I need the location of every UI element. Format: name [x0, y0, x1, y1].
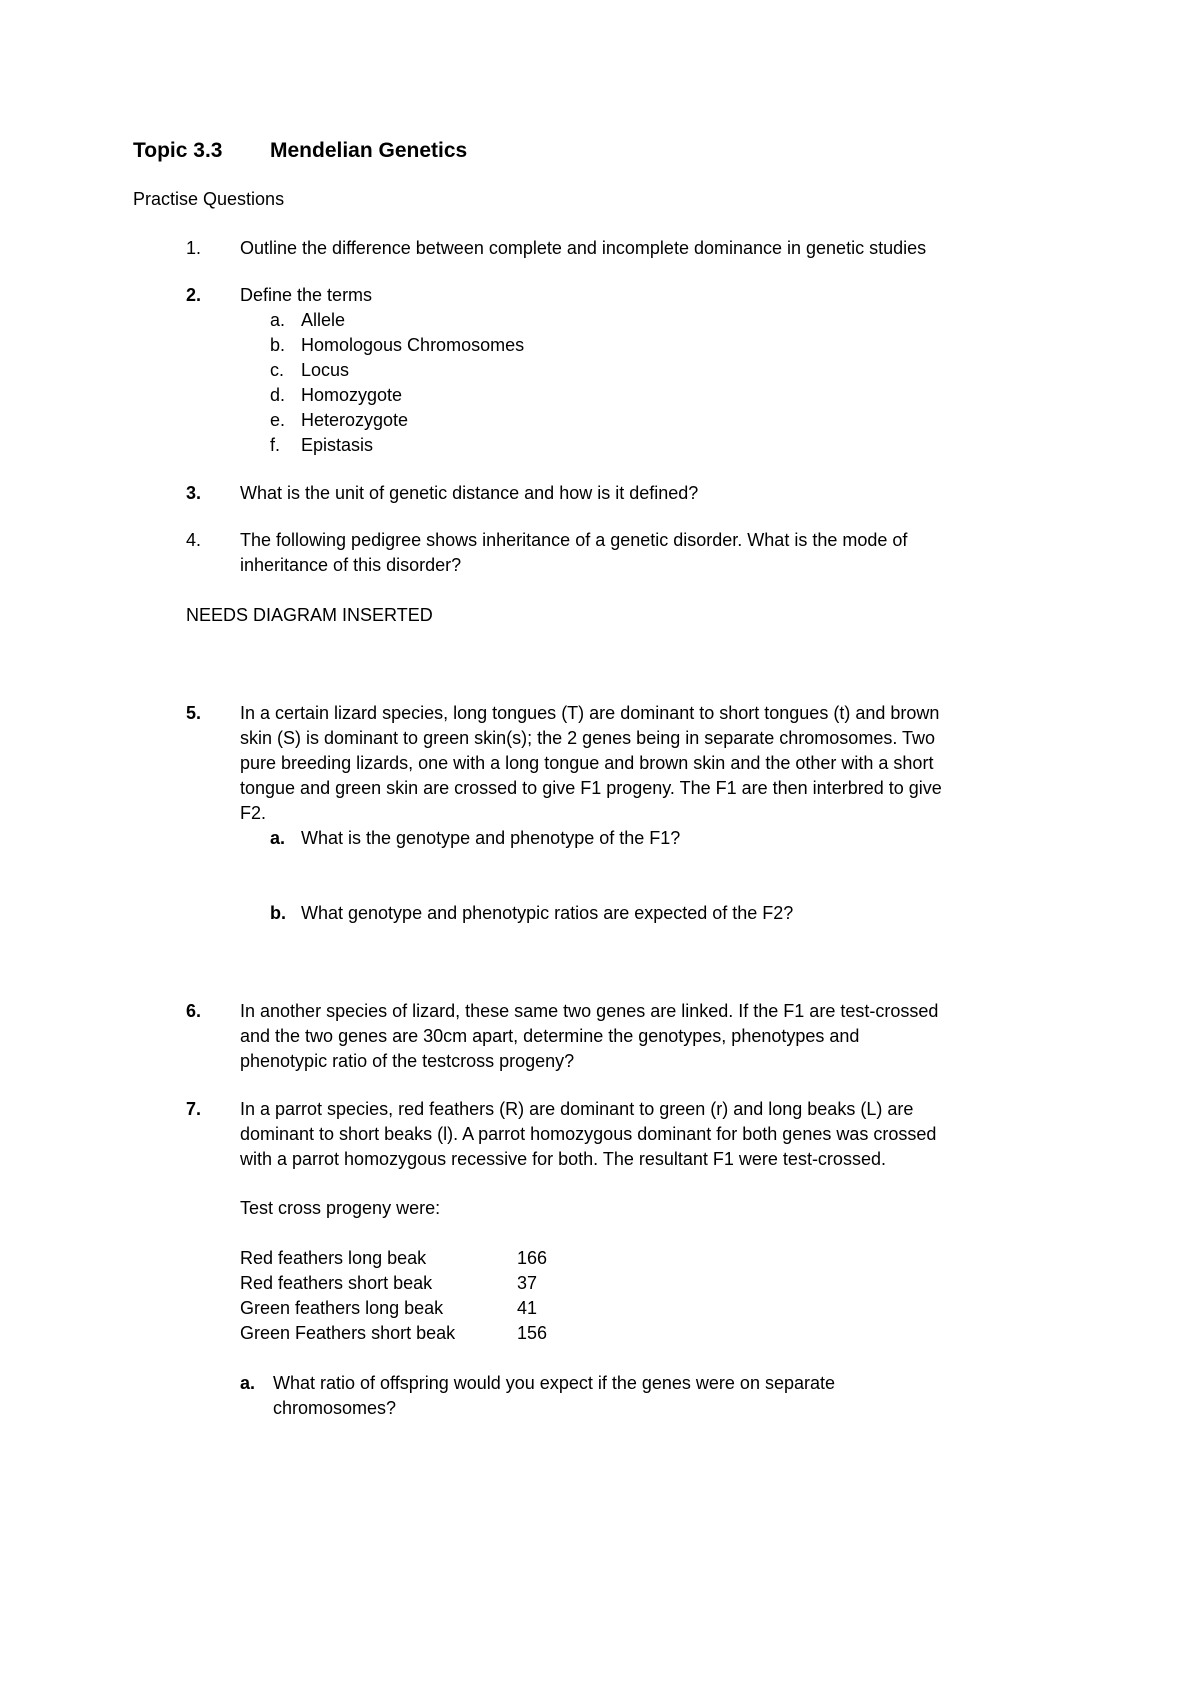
list-item-letter: a. [270, 828, 286, 848]
progeny-label: Red feathers long beak [240, 1248, 427, 1268]
list-item: Locus [301, 360, 350, 380]
question-number: 4. [186, 530, 202, 550]
question-text: In another species of lizard, these same two genes are linked. If the F1 are test-crossed [240, 1001, 939, 1021]
question-number: 2. [186, 285, 202, 305]
progeny-count: 37 [517, 1273, 538, 1293]
list-item: What ratio of offspring would you expect if the genes were on separate [273, 1373, 835, 1393]
question-text: In a certain lizard species, long tongues (T) are dominant to short tongues (t) and brown [240, 703, 940, 723]
question-number: 3. [186, 483, 202, 503]
topic-number: Topic 3.3 [133, 139, 223, 162]
list-item: Homozygote [301, 385, 403, 405]
question-text: with a parrot homozygous recessive for both. The resultant F1 were test-crossed. [240, 1149, 886, 1169]
list-item-letter: a. [270, 310, 286, 330]
question-text: dominant to short beaks (l). A parrot homozygous dominant for both genes was crossed [240, 1124, 937, 1144]
progeny-count: 156 [517, 1323, 548, 1343]
question-text: pure breeding lizards, one with a long tongue and brown skin and the other with a short [240, 753, 934, 773]
list-item: chromosomes? [273, 1398, 397, 1418]
page-title: Mendelian Genetics [270, 139, 468, 162]
question-text: In a parrot species, red feathers (R) are dominant to green (r) and long beaks (L) are [240, 1099, 914, 1119]
subtitle: Practise Questions [133, 189, 285, 209]
list-item: Allele [301, 310, 346, 330]
list-item: Heterozygote [301, 410, 409, 430]
question-text: The following pedigree shows inheritance of a genetic disorder. What is the mode of [240, 530, 908, 550]
list-item-letter: b. [270, 903, 286, 923]
list-item-letter: b. [270, 335, 286, 355]
list-item-letter: d. [270, 385, 286, 405]
list-item: Epistasis [301, 435, 374, 455]
list-item-letter: a. [240, 1373, 256, 1393]
question-text: Outline the difference between complete and incomplete dominance in genetic studies [240, 238, 927, 258]
question-text: inheritance of this disorder? [240, 555, 462, 575]
question-text: Define the terms [240, 285, 373, 305]
question-number: 1. [186, 238, 202, 258]
list-item: Homologous Chromosomes [301, 335, 525, 355]
list-item-letter: f. [270, 435, 281, 455]
progeny-count: 41 [517, 1298, 538, 1318]
question-text: skin (S) is dominant to green skin(s); the 2 genes being in separate chromosomes. Two [240, 728, 936, 748]
list-item: What is the genotype and phenotype of the F1? [301, 828, 681, 848]
question-number: 5. [186, 703, 202, 723]
progeny-intro: Test cross progeny were: [240, 1198, 441, 1218]
question-text: What is the unit of genetic distance and how is it defined? [240, 483, 699, 503]
progeny-label: Green Feathers short beak [240, 1323, 456, 1343]
progeny-label: Red feathers short beak [240, 1273, 433, 1293]
question-number: 6. [186, 1001, 202, 1021]
list-item: What genotype and phenotypic ratios are expected of the F2? [301, 903, 794, 923]
question-text: F2. [240, 803, 267, 823]
progeny-count: 166 [517, 1248, 548, 1268]
question-text: and the two genes are 30cm apart, determine the genotypes, phenotypes and [240, 1026, 860, 1046]
question-text: phenotypic ratio of the testcross progeny? [240, 1051, 575, 1071]
question-text: tongue and green skin are crossed to give F1 progeny. The F1 are then interbred to give [240, 778, 942, 798]
question-number: 7. [186, 1099, 202, 1119]
progeny-label: Green feathers long beak [240, 1298, 444, 1318]
list-item-letter: e. [270, 410, 286, 430]
diagram-placeholder: NEEDS DIAGRAM INSERTED [186, 605, 433, 625]
list-item-letter: c. [270, 360, 285, 380]
